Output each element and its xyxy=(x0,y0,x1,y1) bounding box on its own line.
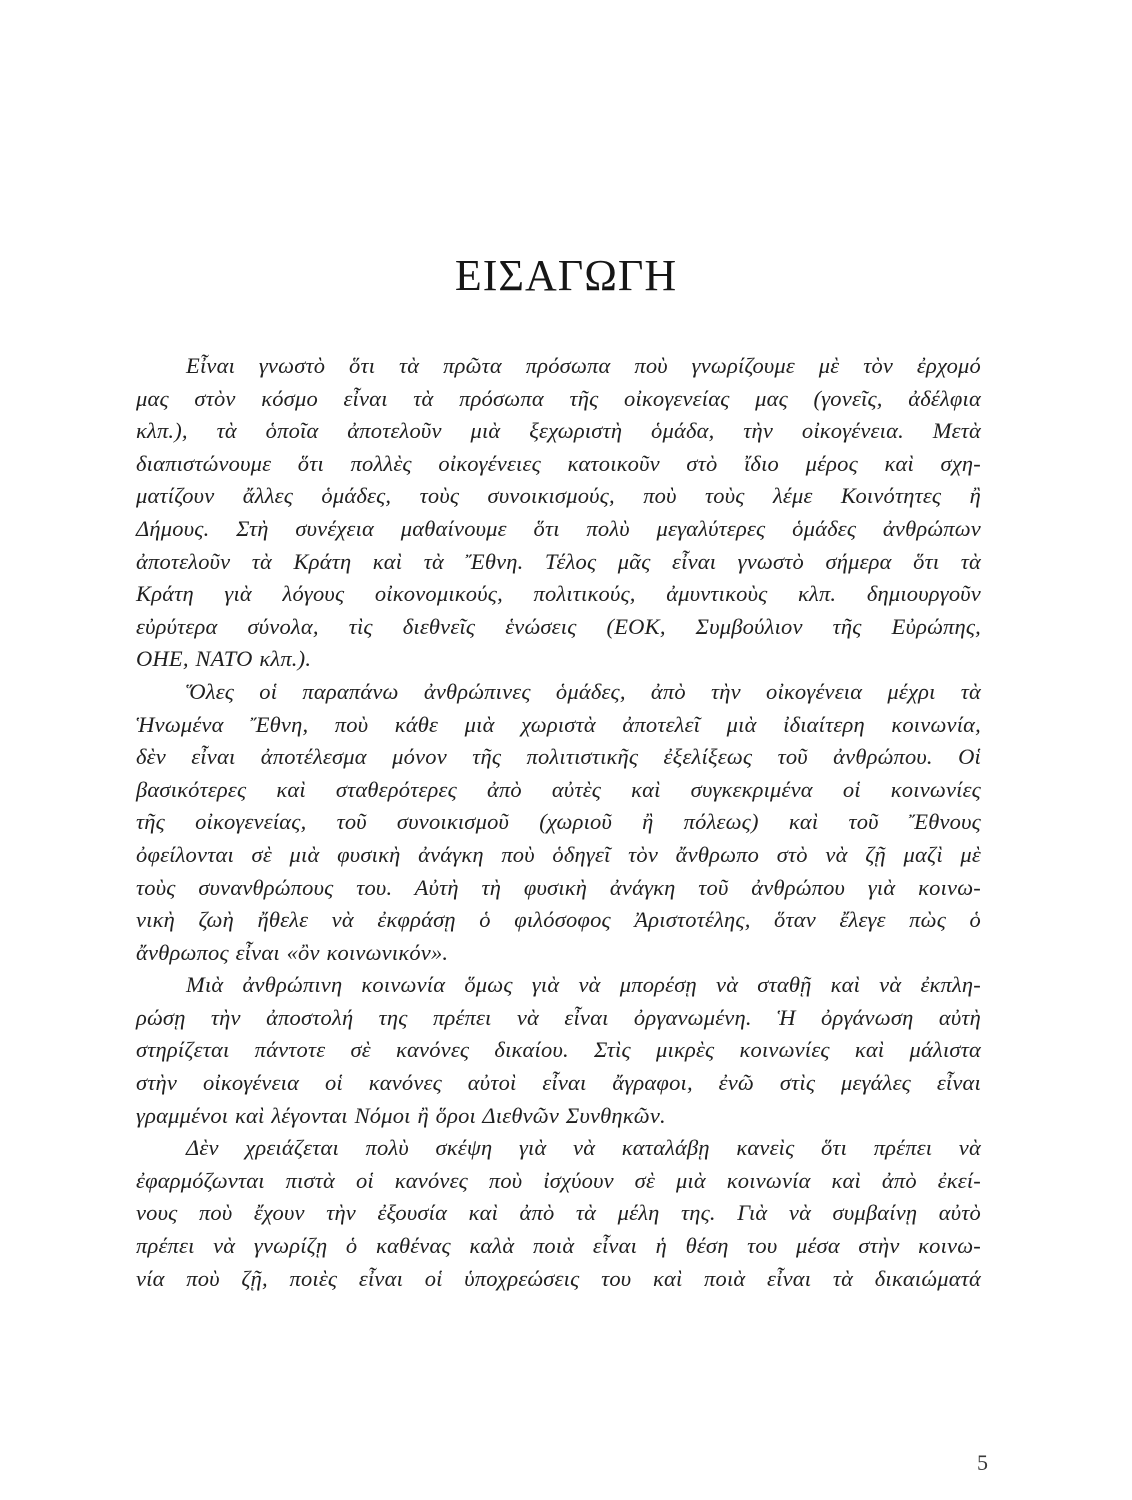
text-line: Εἶναι γνωστὸ ὅτι τὰ πρῶτα πρόσωπα ποὺ γνωρίζουμε μὲ τὸν ἐρχομό xyxy=(186,353,981,378)
text-line: στὴν οἰκογένεια οἱ κανόνες αὐτοὶ εἶναι ἄγραφοι, ἐνῶ στὶς μεγάλες εἶναι xyxy=(136,1070,981,1096)
text-line: νους ποὺ ἔχουν τὴν ἐξουσία καὶ ἀπὸ τὰ μέλη της. Γιὰ νὰ συμβαίνῃ αὐτὸ xyxy=(136,1200,981,1226)
text-line: ματίζουν ἄλλες ὁμάδες, τοὺς συνοικισμούς, ποὺ τοὺς λέμε Κοινότητες ἢ xyxy=(136,483,981,509)
text-line: βασικότερες καὶ σταθερότερες ἀπὸ αὐτὲς καὶ συγκεκριμένα οἱ κοινωνίες xyxy=(136,776,981,802)
text-line: ὀφείλονται σὲ μιὰ φυσικὴ ἀνάγκη ποὺ ὁδηγεῖ τὸν ἄνθρωπο στὸ νὰ ζῇ μαζὶ μὲ xyxy=(136,841,981,867)
page-title: ΕΙΣΑΓΩΓΗ xyxy=(454,251,678,300)
text-line: μας στὸν κόσμο εἶναι τὰ πρόσωπα τῆς οἰκογενείας μας (γονεῖς, ἀδέλφια xyxy=(136,385,981,411)
text-line: εὐρύτερα σύνολα, τὶς διεθνεῖς ἑνώσεις (ΕΟΚ, Συμβούλιον τῆς Εὐρώπης, xyxy=(136,613,981,639)
page-number: 5 xyxy=(977,1450,988,1475)
text-line: νία ποὺ ζῇ, ποιὲς εἶναι οἱ ὑποχρεώσεις του καὶ ποιὰ εἶναι τὰ δικαιώματά xyxy=(136,1265,981,1291)
text-line: πρέπει νὰ γνωρίζῃ ὁ καθένας καλὰ ποιὰ εἶναι ἡ θέση του μέσα στὴν κοινω- xyxy=(136,1233,981,1259)
text-line: Κράτη γιὰ λόγους οἰκονομικούς, πολιτικούς, ἀμυντικοὺς κλπ. δημιουργοῦν xyxy=(136,581,981,607)
text-line: ΟΗΕ, ΝΑΤΟ κλπ.). xyxy=(136,646,312,672)
text-line: Μιὰ ἀνθρώπινη κοινωνία ὅμως γιὰ νὰ μπορέσῃ νὰ σταθῇ καὶ νὰ ἐκπλη- xyxy=(186,972,981,998)
text-line: ἀποτελοῦν τὰ Κράτη καὶ τὰ Ἔθνη. Τέλος μᾶς εἶναι γνωστὸ σήμερα ὅτι τὰ xyxy=(136,548,981,574)
text-line: Ἡνωμένα Ἔθνη, ποὺ κάθε μιὰ χωριστὰ ἀποτελεῖ μιὰ ἰδιαίτερη κοινωνία, xyxy=(136,711,981,737)
text-line: νικὴ ζωὴ ἤθελε νὰ ἐκφράσῃ ὁ φιλόσοφος Ἀριστοτέλης, ὅταν ἔλεγε πὼς ὁ xyxy=(136,907,981,933)
text-line: τῆς οἰκογενείας, τοῦ συνοικισμοῦ (χωριοῦ ἢ πόλεως) καὶ τοῦ Ἔθνους xyxy=(136,809,981,835)
introduction-text xyxy=(136,350,981,1295)
text-line: ρώσῃ τὴν ἀποστολή της πρέπει νὰ εἶναι ὀργανωμένη. Ἡ ὀργάνωση αὐτὴ xyxy=(136,1004,981,1030)
text-line: στηρίζεται πάντοτε σὲ κανόνες δικαίου. Στὶς μικρὲς κοινωνίες καὶ μάλιστα xyxy=(136,1037,981,1063)
text-line: διαπιστώνουμε ὅτι πολλὲς οἰκογένειες κατοικοῦν στὸ ἴδιο μέρος καὶ σχη- xyxy=(136,450,981,476)
text-line: δὲν εἶναι ἀποτέλεσμα μόνον τῆς πολιτιστικῆς ἐξελίξεως τοῦ ἀνθρώπου. Οἱ xyxy=(136,744,981,770)
text-line: τοὺς συνανθρώπους του. Αὐτὴ τὴ φυσικὴ ἀνάγκη τοῦ ἀνθρώπου γιὰ κοινω- xyxy=(136,874,981,900)
text-line: Δήμους. Στὴ συνέχεια μαθαίνουμε ὅτι πολὺ μεγαλύτερες ὁμάδες ἀνθρώπων xyxy=(136,515,981,541)
text-line: γραμμένοι καὶ λέγονται Νόμοι ἢ ὅροι Διεθνῶν Συνθηκῶν. xyxy=(136,1102,666,1128)
text-line: Δὲν χρειάζεται πολὺ σκέψη γιὰ νὰ καταλάβῃ κανεὶς ὅτι πρέπει νὰ xyxy=(186,1135,981,1161)
text-line: ἄνθρωπος εἶναι «ὂν κοινωνικόν». xyxy=(136,939,449,965)
text-line: κλπ.), τὰ ὁποῖα ἀποτελοῦν μιὰ ξεχωριστὴ ὁμάδα, τὴν οἰκογένεια. Μετὰ xyxy=(136,418,981,444)
text-line: ἐφαρμόζωνται πιστὰ οἱ κανόνες ποὺ ἰσχύουν σὲ μιὰ κοινωνία καὶ ἀπὸ ἐκεί- xyxy=(136,1167,981,1193)
text-line: Ὅλες οἱ παραπάνω ἀνθρώπινες ὁμάδες, ἀπὸ τὴν οἰκογένεια μέχρι τὰ xyxy=(186,678,981,704)
